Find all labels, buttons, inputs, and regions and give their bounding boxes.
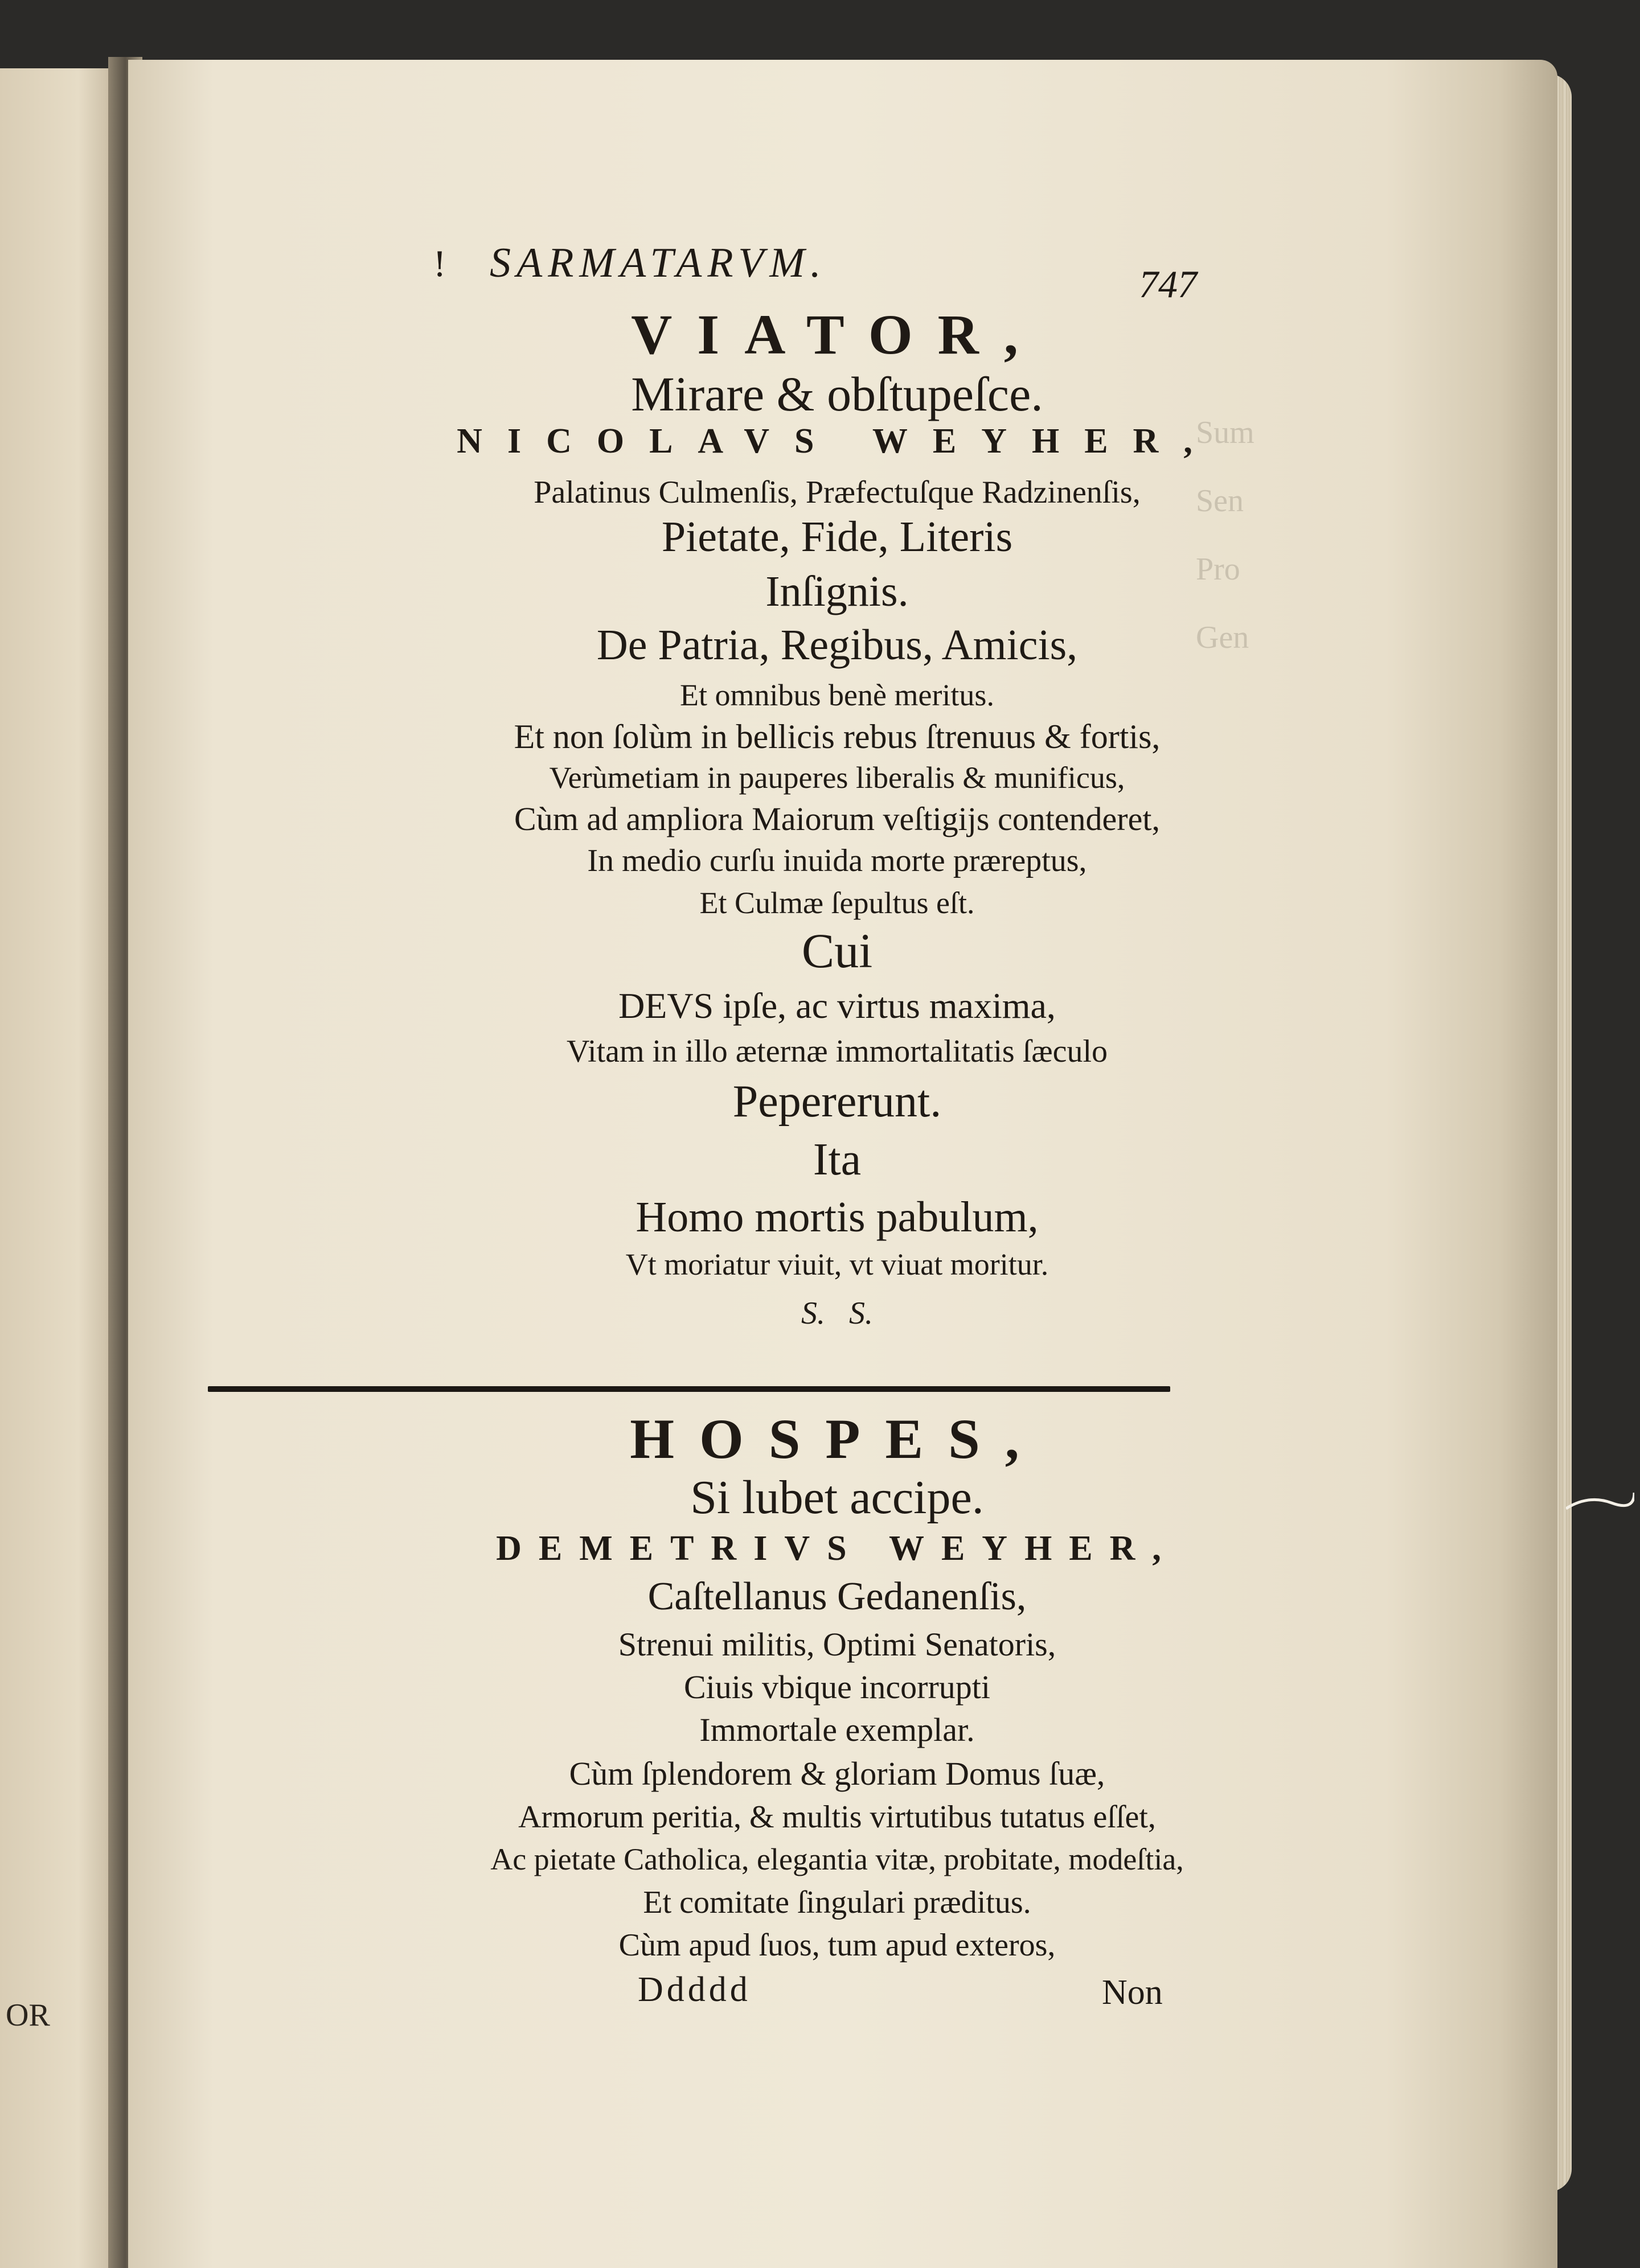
epitaph-line: Armorum peritia, & multis virtutibus tutatus eſſet, (518, 1799, 1156, 1835)
running-head: SARMATARVM. (490, 240, 827, 286)
epitaph-name: NICOLAVS WEYHER, (457, 422, 1217, 461)
epitaph-line: Cùm ad ampliora Maiorum veſtigijs contenderet, (514, 800, 1160, 837)
printer-mark: ! (433, 245, 447, 285)
epitaph-line: Ita (813, 1135, 862, 1185)
epitaph-line: Inſignis. (765, 568, 909, 615)
epitaph-heading: VIATOR, (631, 303, 1043, 366)
epitaph-line: Cùm apud ſuos, tum apud exteros, (618, 1928, 1056, 1963)
epitaph-line: Et comitate ſingulari præditus. (643, 1885, 1031, 1920)
epitaph-signature: S. S. (801, 1296, 873, 1331)
epitaph-line: In medio curſu inuida morte præreptus, (587, 843, 1087, 878)
epitaph-line: Palatinus Culmenſis, Præfectuſque Radzinenſis, (534, 475, 1141, 510)
epitaph-line: Et omnibus benè meritus. (680, 678, 994, 712)
epitaph-line: Cui (801, 923, 873, 978)
epitaph-line: Caſtellanus Gedanenſis, (647, 1575, 1027, 1618)
epitaph-line: Ac pietate Catholica, elegantia vitæ, probitate, modeſtia, (490, 1842, 1184, 1876)
epitaph-name: DEMETRIVS WEYHER, (496, 1529, 1178, 1568)
epitaph-heading: HOSPES, (630, 1407, 1044, 1470)
epitaph-line: Et non ſolùm in bellicis rebus ſtrenuus & fortis, (514, 718, 1161, 755)
epitaph-line: Homo mortis pabulum, (636, 1193, 1039, 1241)
epitaph-line: Verùmetiam in pauperes liberalis & munificus, (549, 761, 1125, 795)
epitaph-line: De Patria, Regibus, Amicis, (596, 621, 1078, 669)
epitaph-line: Vitam in illo æternæ immortalitatis ſæculo (566, 1034, 1108, 1069)
epitaph-line: Mirare & obſtupeſce. (631, 367, 1043, 421)
epitaph-line: Pietate, Fide, Literis (661, 513, 1013, 561)
epitaph-line: Si lubet accipe. (690, 1471, 984, 1524)
epitaph-line: Vt moriatur viuit, vt viuat moritur. (625, 1247, 1049, 1281)
epitaph-line: Ciuis vbique incorrupti (683, 1669, 991, 1706)
loose-thread (1566, 1492, 1634, 1514)
page-number: 747 (1139, 262, 1197, 306)
epitaph-line: Cùm ſplendorem & gloriam Domus ſuæ, (569, 1755, 1105, 1792)
left-page-fragment: OR (6, 1998, 50, 2033)
epitaph-line: Pepererunt. (732, 1077, 942, 1127)
divider-rule (208, 1386, 1170, 1392)
show-through-text: Sum Sen Pro Gen (1196, 415, 1254, 655)
catchword: Non (1102, 1973, 1163, 2012)
epitaph-line: Et Culmæ ſepultus eſt. (699, 886, 975, 920)
epitaph-line: DEVS ipſe, ac virtus maxima, (618, 985, 1056, 1026)
epitaph-line: Strenui militis, Optimi Senatoris, (618, 1626, 1056, 1663)
signature-mark: Ddddd (638, 1970, 751, 2009)
epitaph-line: Immortale exemplar. (699, 1711, 975, 1748)
